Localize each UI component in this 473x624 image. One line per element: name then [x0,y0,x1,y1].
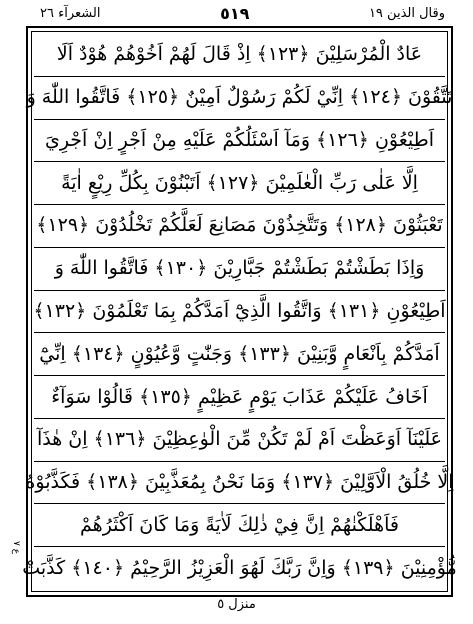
text-line-9: اَخَافُ عَلَيْكُمْ عَذَابَ يَوْمٍ عَظِيْمٍ ﴿١٣٥﴾ قَالُوْا سَوَآءٌ [34,376,445,419]
text-line-11: اِلَّا خُلُقُ الْاَوَّلِيْنَ ﴿١٣٧﴾ وَمَا نَحْنُ بِمُعَذَّبِيْنَ ﴿١٣٨﴾ فَكَذَّبُوْهُ [34,462,445,505]
text-line-2: تَتَّقُوْنَ ﴿١٢٤﴾ اِنِّيْ لَكُمْ رَسُوْلٌ اَمِيْنٌ ﴿١٢٥﴾ فَاتَّقُوا اللّٰهَ وَ [34,77,445,120]
text-line-8: اَمَدَّكُمْ بِاَنْعَامٍ وَّبَنِيْنَ ﴿١٣٣﴾ وَجَنّٰتٍ وَّعُيُوْنٍ ﴿١٣٤﴾ اِنِّيْٓ [34,333,445,376]
page-header [40,2,445,24]
surah-name: الشعرآء ٢٦ [40,5,101,21]
ruku-marker: ع ٧ [11,541,21,555]
text-line-6: وَاِذَا بَطَشْتُمْ بَطَشْتُمْ جَبَّارِيْنَ ﴿١٣٠﴾ فَاتَّقُوا اللّٰهَ وَ [34,248,445,291]
manzil-footer: منزل ٥ [217,597,256,612]
text-line-3: اَطِيْعُوْنِ ﴿١٢٦﴾ وَمَآ اَسْئَلُكُمْ عَلَيْهِ مِنْ اَجْرٍ اِنْ اَجْرِيَ [34,120,445,163]
text-line-5: تَعْبَثُوْنَ ﴿١٢٨﴾ وَتَتَّخِذُوْنَ مَصَانِعَ لَعَلَّكُمْ تَخْلُدُوْنَ ﴿١٢٩﴾ [34,205,445,248]
text-line-7: اَطِيْعُوْنِ ﴿١٣١﴾ وَاتَّقُوا الَّذِيْٓ اَمَدَّكُمْ بِمَا تَعْلَمُوْنَ ﴿١٣٢﴾ [34,291,445,334]
text-line-4: اِلَّا عَلٰى رَبِّ الْعٰلَمِيْنَ ﴿١٢٧﴾ اَتَبْنُوْنَ بِكُلِّ رِيْعٍ اٰيَةً [34,162,445,205]
page-number: ٥١٩ [220,3,250,23]
text-lines [22,34,457,589]
text-line-13: مُّؤْمِنِيْنَ ﴿١٣٩﴾ وَاِنَّ رَبَّكَ لَهُوَ الْعَزِيْزُ الرَّحِيْمُ ﴿١٤٠﴾ كَذَّبَتْ [22,556,457,579]
text-line-12: فَاَهْلَكْنٰهُمْ اِنَّ فِيْ ذٰلِكَ لَاٰيَةً وَمَا كَانَ اَكْثَرُهُمْ [34,504,445,547]
text-line-10: عَلَيْنَآ اَوَعَظْتَ اَمْ لَمْ تَكُنْ مِّنَ الْوٰعِظِيْنَ ﴿١٣٦﴾ اِنْ هٰذَآ [34,419,445,462]
text-line-1: عَادٌ الْمُرْسَلِيْنَ ﴿١٢٣﴾ اِذْ قَالَ لَهُمْ اَخُوْهُمْ هُوْدٌ اَلَا [34,34,445,77]
juz-name: وقال الذين ١٩ [368,5,445,21]
